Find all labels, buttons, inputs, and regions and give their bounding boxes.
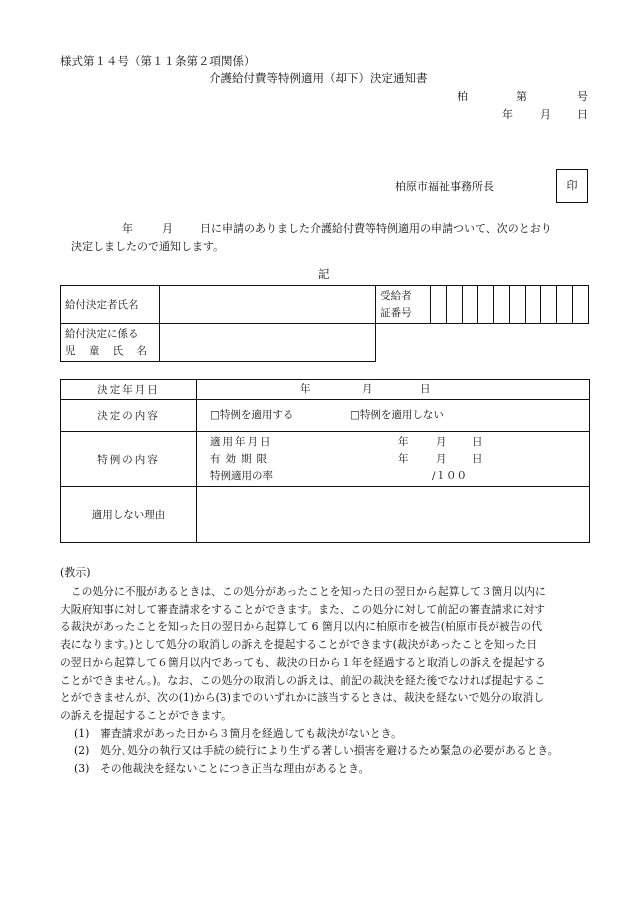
notice-line: る裁決があったことを知った日の翌日から起算して 6 箇月以内に柏原市を被告(柏原市長が被告の代 (60, 620, 543, 634)
header-date-day: 日 (577, 108, 588, 121)
rate-label: 特例適用の率 (210, 470, 273, 482)
notice-line: 大阪府知事に対して審査請求をすることができます。また、この処分に対して前記の審査請求に対す (60, 602, 545, 616)
special-content-label: 特例の内容 (61, 432, 197, 487)
valid-period-month: 月 (436, 453, 447, 465)
child-name-field[interactable] (160, 324, 376, 362)
intro-month: 月 (162, 222, 173, 235)
cert-digit-cell[interactable] (573, 286, 589, 324)
cert-digit-cell[interactable] (430, 286, 446, 324)
seal-box: 印 (556, 169, 588, 203)
decision-content-label: 決定の内容 (61, 400, 197, 432)
reason-label: 適用しない理由 (61, 487, 197, 543)
apply-date-day: 日 (472, 436, 483, 448)
reason-field[interactable] (197, 487, 590, 543)
cert-digit-cell[interactable] (557, 286, 573, 324)
issuer-name: 柏原市福祉事務所長 (395, 180, 494, 193)
apply-date-year: 年 (398, 436, 409, 448)
valid-period-day: 日 (472, 453, 483, 465)
ki-marker: 記 (318, 267, 330, 281)
option-apply-checkbox[interactable]: □特例を適用する (210, 409, 294, 421)
decision-date-month: 月 (362, 383, 373, 395)
decision-date-year: 年 (300, 383, 311, 395)
document-title: 介護給付費等特例適用（却下）決定通知書 (209, 71, 428, 85)
blank-area (376, 324, 589, 362)
apply-date-month: 月 (436, 436, 447, 448)
ref-dai: 第 (516, 90, 527, 103)
decision-table (60, 379, 590, 543)
decision-date-label: 決定年月日 (61, 380, 197, 400)
option-not-apply-checkbox[interactable]: □特例を適用しない (350, 409, 444, 421)
decision-content-field (197, 400, 590, 432)
valid-period-year: 年 (398, 453, 409, 465)
cert-label-line1: 受給者 (380, 289, 412, 302)
notice-heading: (教示) (60, 566, 91, 579)
notice-item: (1) 審査請求があった日から３箇月を経過しても裁決がないとき。 (74, 726, 402, 740)
notice-line: この処分に不服があるときは、この処分があったことを知った日の翌日から起算して３箇月以内に (60, 585, 546, 598)
header-date-year: 年 (502, 108, 513, 121)
intro-text-line2: 決定しましたので通知します。 (71, 240, 225, 253)
header-date-month: 月 (540, 108, 551, 121)
cert-digit-cell[interactable] (462, 286, 478, 324)
ref-go: 号 (577, 90, 588, 103)
recipient-name-label: 給付決定者氏名 (61, 286, 160, 324)
form-number: 様式第１４号（第１１条第２項関係） (60, 54, 256, 68)
special-content-field (197, 432, 590, 487)
cert-digit-cell[interactable] (525, 286, 541, 324)
cert-digit-cell[interactable] (509, 286, 525, 324)
notice-line: 表になります。)として処分の取消しの訴えを提起することができます(裁決があったことを知った日 (60, 638, 538, 652)
cert-digit-cell[interactable] (494, 286, 510, 324)
notice-line: ことができません。)。なお、この処分の取消しの訴えは、前記の裁決を経た後でなければ提起するこ (60, 673, 546, 687)
valid-period-label: 有効期限 (210, 453, 272, 465)
ref-prefix: 柏 (457, 90, 468, 103)
intro-year: 年 (122, 222, 133, 235)
cert-number-label (376, 286, 431, 324)
child-label-line1: 給付決定に係る (65, 327, 139, 340)
notice-line: の訴えを提起することができます。 (60, 708, 232, 722)
cert-digit-cell[interactable] (478, 286, 494, 324)
child-name-label (61, 324, 160, 362)
child-label-line2: 児 童 氏 名 (65, 344, 153, 357)
decision-date-day: 日 (420, 383, 431, 395)
cert-digit-cell[interactable] (446, 286, 462, 324)
apply-date-label: 適用年月日 (210, 436, 273, 448)
cert-digit-cell[interactable] (541, 286, 557, 324)
recipient-name-field[interactable] (160, 286, 376, 324)
intro-text-line1: 日に申請のありました介護給付費等特例適用の申請ついて、次のとおり (200, 222, 552, 235)
decision-date-field[interactable] (197, 380, 590, 400)
cert-label-line2: 証番号 (380, 306, 412, 319)
notice-item: (3) その他裁決を経ないことにつき正当な理由があるとき。 (74, 762, 370, 776)
notice-line: とができませんが、次の(1)から(3)までのいずれかに該当するときは、裁決を経ないで処分の取消し (60, 691, 545, 705)
recipient-table (60, 285, 589, 362)
notice-item: (2) 処分､処分の執行又は手続の続行により生ずる著しい損害を避けるため緊急の必要があるとき。 (74, 744, 559, 758)
notice-body (60, 583, 592, 778)
rate-value: /１００ (432, 470, 468, 482)
notice-line: の翌日から起算して６箇月以内であっても、裁決の日から１年を経過すると取消しの訴えを提起する (60, 655, 546, 669)
